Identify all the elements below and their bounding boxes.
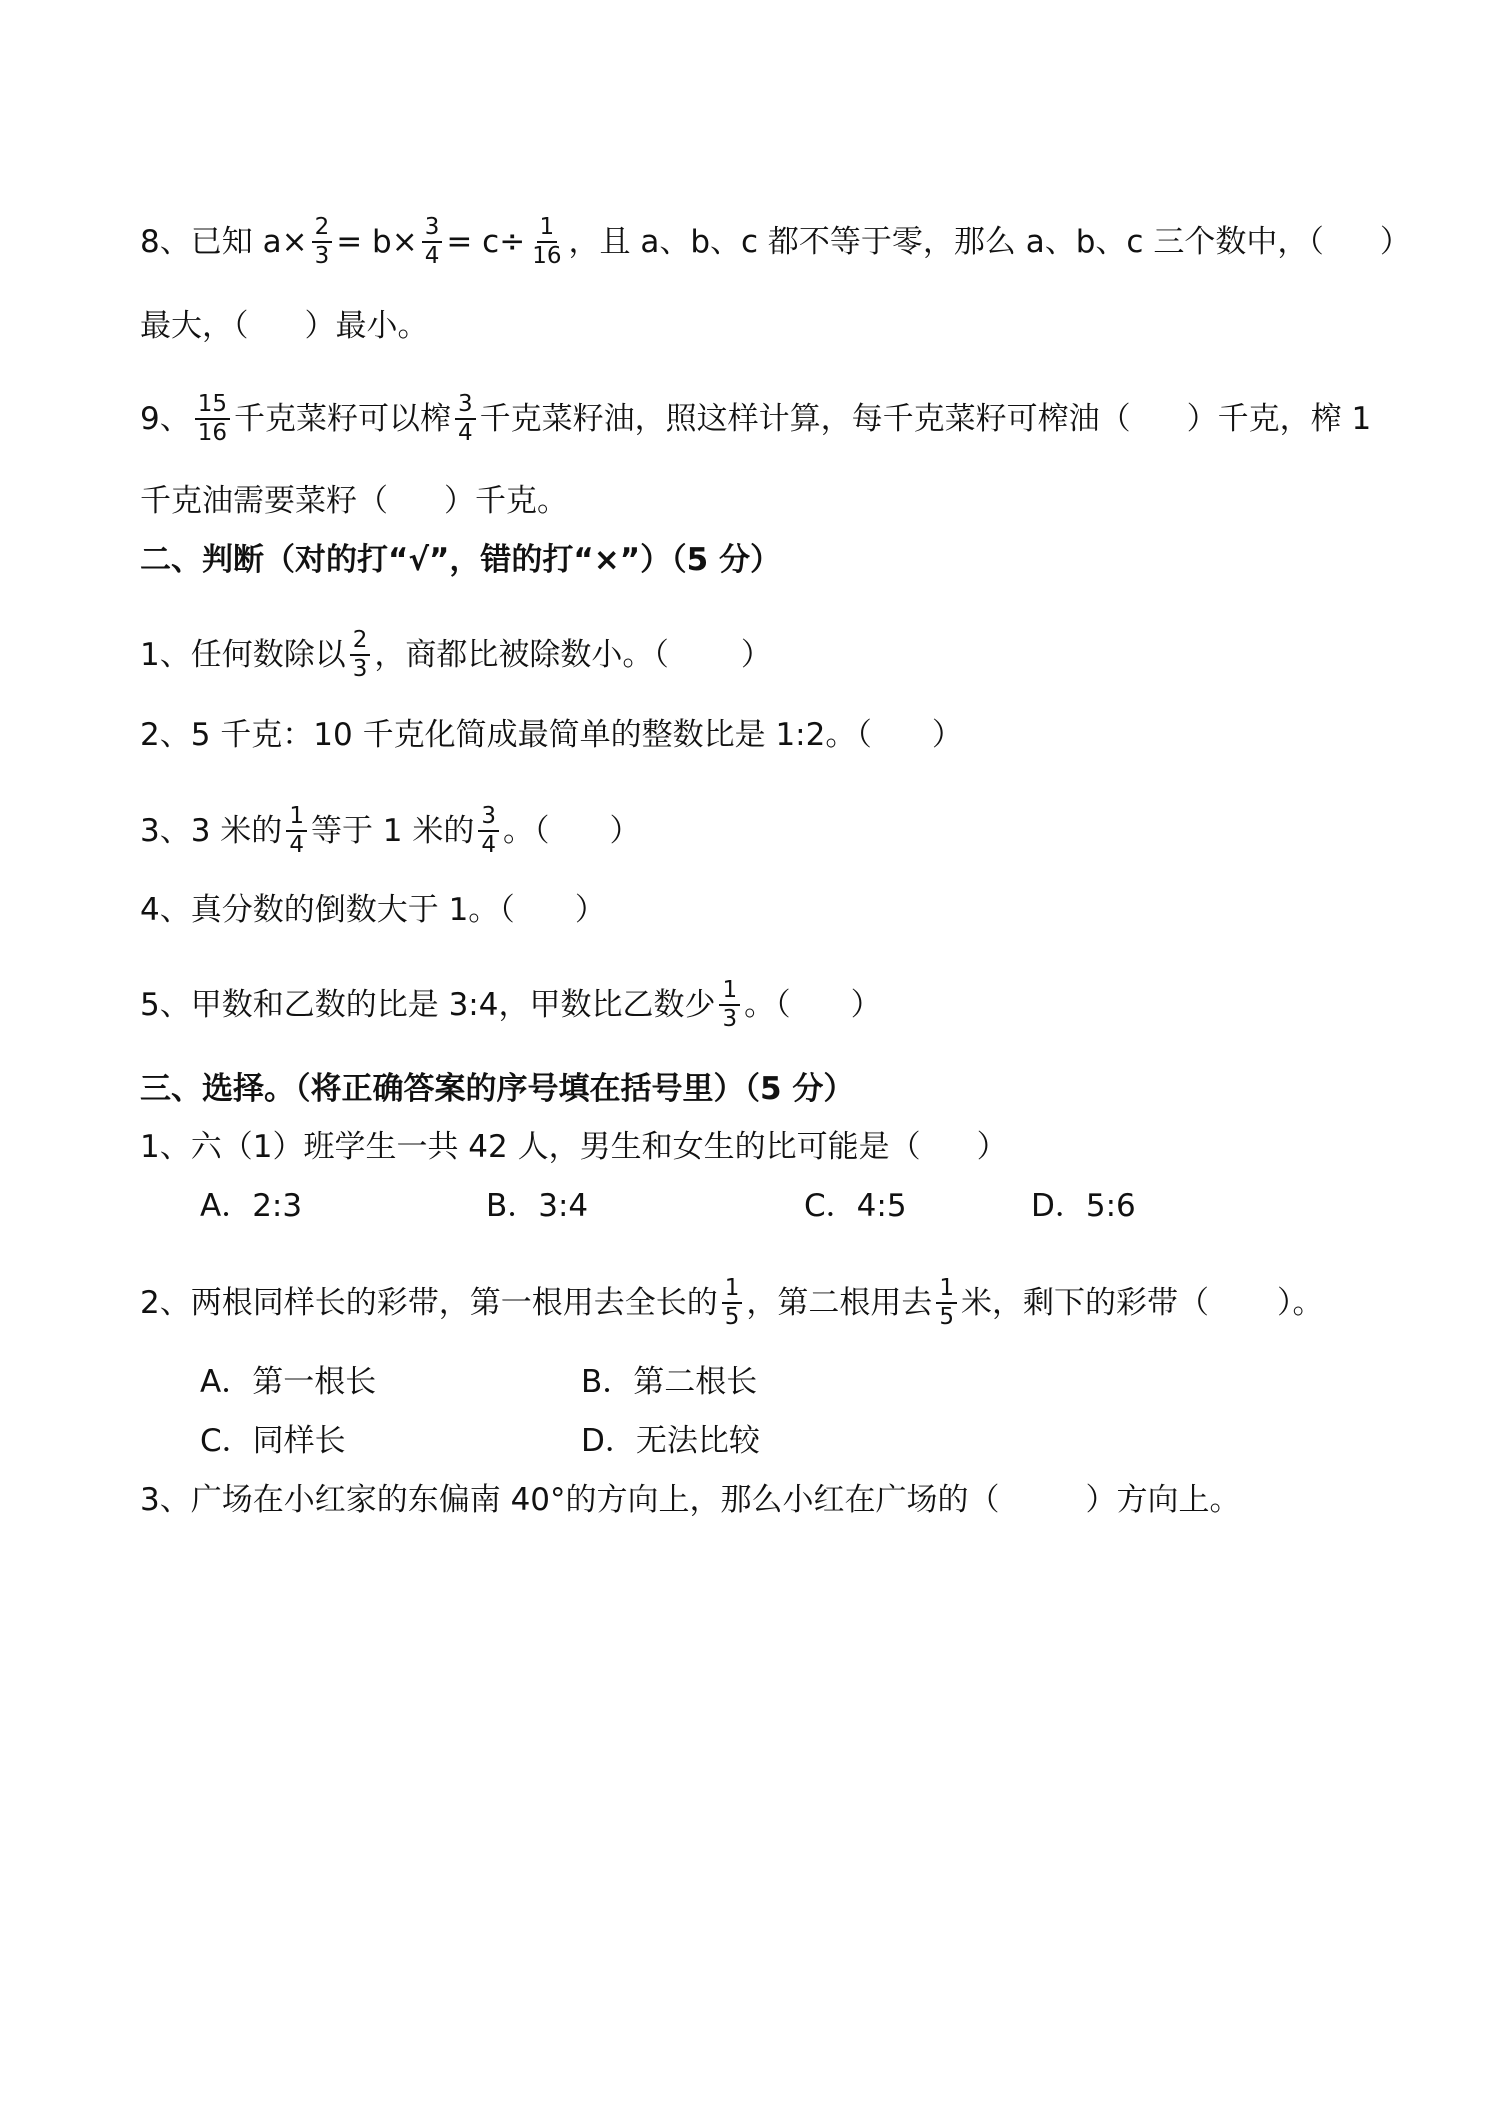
q9-line-1 [140,391,1371,447]
section-2-title: 二、判断（对的打“√”，错的打“×”）（5 分） [140,542,782,578]
s2-q5-fraction-numerator: 1 [719,977,740,1006]
s2-q3-fraction-2 [478,803,499,859]
q9-fraction-1-denominator: 16 [197,420,228,446]
q9-text-5: 千克油需要菜籽（ [140,483,388,519]
s2-q3-text-2: 等于 1 米的 [310,813,475,849]
s3-q2-text-3: 米，剩下的彩带（ [961,1285,1210,1321]
s2-q4-text-2: ） [574,892,606,928]
q8-fraction-3-numerator: 1 [537,214,558,243]
s2-q1-text-1: 1、任何数除以 [140,637,346,673]
s2-q3-text-4: ） [609,813,641,849]
q8-fraction-2 [422,214,443,270]
s2-q5-text-2: 。（ [744,987,791,1023]
q8-text-4: ，且 a、b、c 都不等于零，那么 a、b、c 三个数中，（ [568,224,1324,260]
s3-q1-text-1: 1、六（1）班学生一共 42 人，男生和女生的比可能是（ [140,1129,921,1165]
q8-line-2 [140,306,429,346]
q8-fraction-2-numerator: 3 [422,214,443,243]
s3-q1-option-a: A．2:3 [200,1188,303,1224]
section-2-heading [140,540,781,580]
s3-q2-fraction-1-numerator: 1 [722,1275,743,1304]
s3-q3 [140,1480,1241,1520]
s2-q3-text-1: 3、3 米的 [140,813,283,849]
s2-q1-text-3: ） [740,637,772,673]
s2-q4 [140,890,606,930]
s2-q5 [140,977,882,1033]
section-3-title: 三、选择。（将正确答案的序号填在括号里）（5 分） [140,1071,855,1107]
s3-q3-text-1: 3、广场在小红家的东偏南 40°的方向上，那么小红在广场的（ [140,1482,1000,1518]
s2-q5-fraction-denominator: 3 [722,1006,738,1032]
s2-q2-text-1: 2、5 千克：10 千克化简成最简单的整数比是 1:2。（ [140,717,872,753]
s3-q1-text-2: ） [976,1129,1008,1165]
s2-q2-text-2: ） [931,717,963,753]
s2-q3 [140,803,641,859]
q8-text-7: ）最小。 [304,308,429,344]
s2-q5-fraction [719,977,740,1033]
q8-text-3: = c÷ [446,224,526,260]
section-3-heading [140,1069,854,1109]
s2-q3-fraction-2-numerator: 3 [478,803,499,832]
q9-line-2 [140,481,568,521]
s2-q3-fraction-1 [286,803,307,859]
q9-text-4: ）千克，榨 1 [1186,401,1372,437]
q8-fraction-2-denominator: 4 [424,243,440,269]
s3-q1-option-d: D．5:6 [1031,1188,1136,1224]
q9-text-6: ）千克。 [444,483,568,519]
s2-q3-fraction-1-numerator: 1 [286,803,307,832]
q8-fraction-1-denominator: 3 [314,243,330,269]
s2-q1-text-2: ，商都比被除数小。（ [374,637,669,673]
s3-q2-option-b: B．第二根长 [581,1364,758,1400]
s2-q3-text-3: 。（ [503,813,550,849]
q8-text-2: = b× [336,224,418,260]
s3-q2-text-2: ，第二根用去 [746,1285,933,1321]
q9-fraction-1 [195,391,230,447]
s2-q1-fraction-denominator: 3 [352,656,368,682]
q8-fraction-3 [529,214,564,270]
q9-fraction-2 [455,391,476,447]
s2-q3-fraction-1-denominator: 4 [289,832,304,858]
s2-q3-fraction-2-denominator: 4 [481,832,497,858]
s3-q3-text-2: ）方向上。 [1085,1482,1241,1518]
q9-text-3: 千克菜籽油，照这样计算，每千克菜籽可榨油（ [479,401,1131,437]
s3-q2-option-c: C．同样长 [200,1423,346,1459]
s2-q1-fraction [350,627,371,683]
s3-q1 [140,1127,1008,1167]
s3-q2-fraction-2-numerator: 1 [936,1275,957,1304]
q9-text-2: 千克菜籽可以榨 [234,401,452,437]
s3-q2-option-d: D．无法比较 [581,1423,760,1459]
s2-q1 [140,627,772,683]
q8-fraction-1-numerator: 2 [312,214,333,243]
q8-fraction-1 [312,214,333,270]
s3-q2-text-4: ）。 [1277,1285,1324,1321]
s3-q2-fraction-2-denominator: 5 [939,1304,955,1330]
s3-q1-option-b: B．3:4 [486,1188,589,1224]
s3-q2-fraction-2 [936,1275,957,1331]
s2-q1-fraction-numerator: 2 [350,627,371,656]
s2-q5-text-1: 5、甲数和乙数的比是 3:4，甲数比乙数少 [140,987,716,1023]
q9-fraction-2-denominator: 4 [458,420,473,446]
q8-line-1 [140,214,1411,270]
s3-q2-text-1: 2、两根同样长的彩带，第一根用去全长的 [140,1285,718,1321]
q8-text-5: ） [1379,224,1411,260]
s2-q5-text-3: ） [850,987,882,1023]
s3-q1-option-c: C．4:5 [804,1188,907,1224]
s2-q2 [140,715,963,755]
q9-text-1: 9、 [140,401,191,437]
s3-q2-fraction-1-denominator: 5 [724,1304,740,1330]
q9-fraction-2-numerator: 3 [455,391,476,420]
s2-q4-text-1: 4、真分数的倒数大于 1。（ [140,892,515,928]
s3-q2 [140,1275,1324,1331]
q8-text-1: 8、已知 a× [140,224,308,260]
q9-fraction-1-numerator: 15 [195,391,230,420]
q8-fraction-3-denominator: 16 [532,243,562,269]
s3-q2-fraction-1 [722,1275,743,1331]
q8-text-6: 最大，（ [140,308,249,344]
s3-q2-option-a: A．第一根长 [200,1364,377,1400]
